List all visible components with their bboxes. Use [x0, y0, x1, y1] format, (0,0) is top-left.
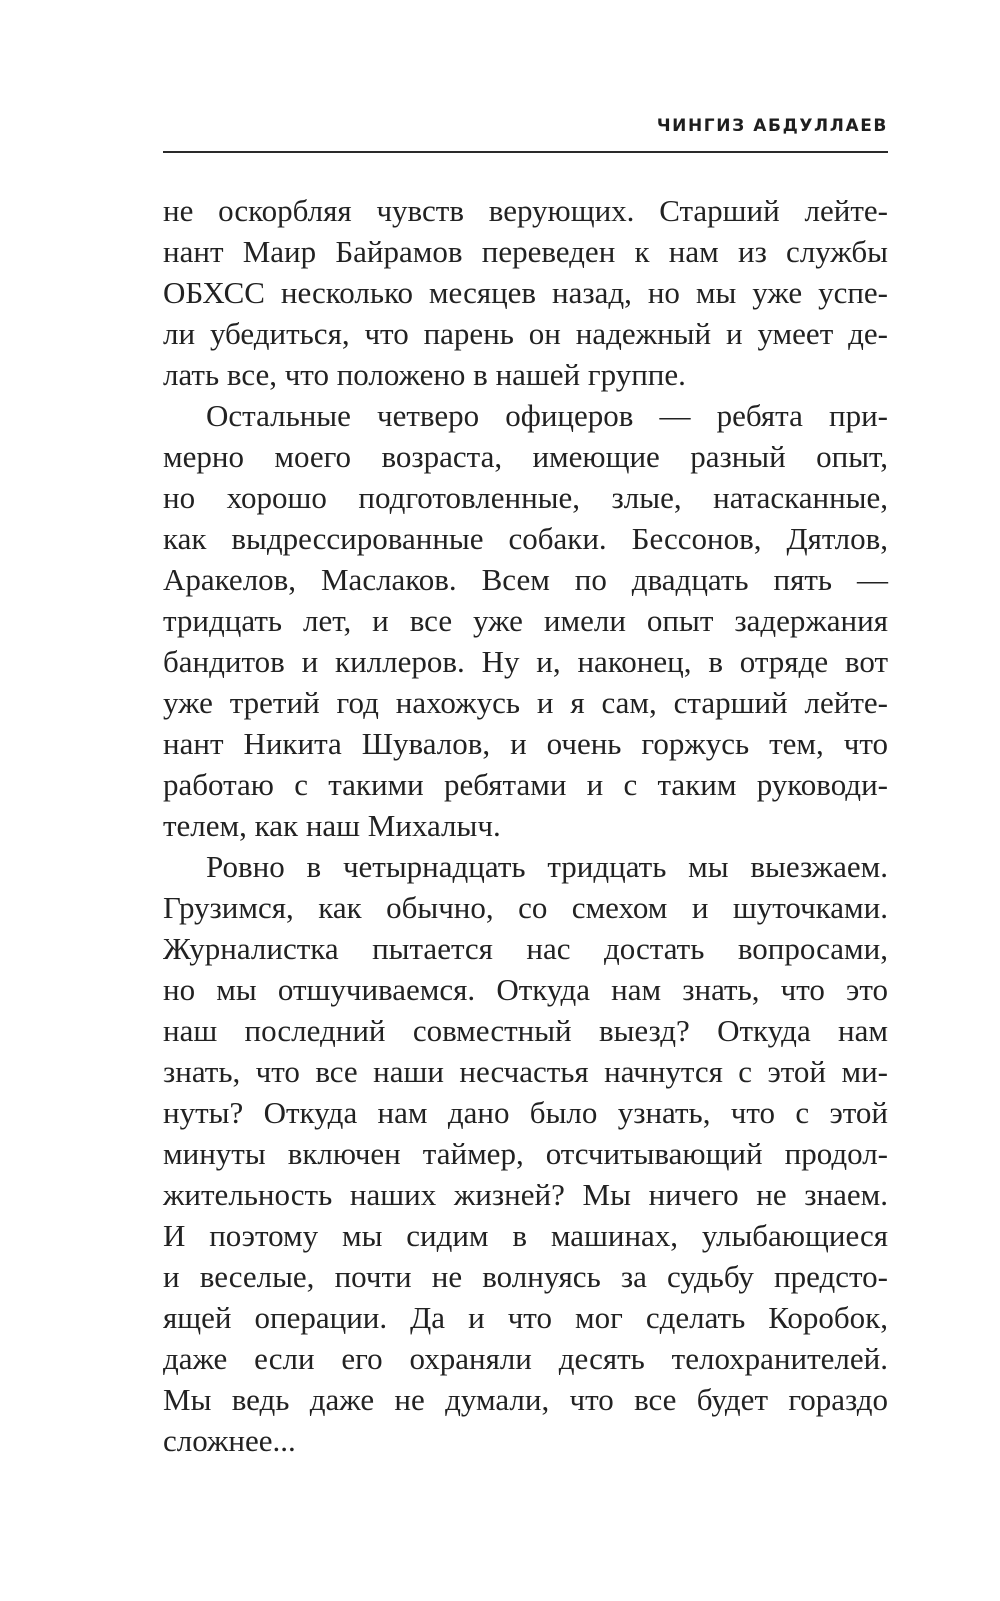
- text-line: ОБХСС несколько месяцев назад, но мы уже успе-: [163, 275, 888, 310]
- text-line: жительность наших жизней? Мы ничего не знаем.: [163, 1177, 888, 1212]
- text-line: сложнее...: [163, 1423, 296, 1458]
- text-line: Ровно в четырнадцать тридцать мы выезжаем.: [206, 849, 888, 884]
- text-line: как выдрессированные собаки. Бессонов, Дятлов,: [163, 521, 888, 556]
- text-line: но хорошо подготовленные, злые, натасканные,: [163, 480, 888, 515]
- text-line: наш последний совместный выезд? Откуда нам: [163, 1013, 888, 1048]
- text-line: бандитов и киллеров. Ну и, наконец, в отряде вот: [163, 644, 888, 679]
- text-line: тридцать лет, и все уже имели опыт задержания: [163, 603, 888, 638]
- text-line: работаю с такими ребятами и с таким руководи-: [163, 767, 888, 802]
- text-line: Журналистка пытается нас достать вопросами,: [163, 931, 888, 966]
- paragraph: [163, 395, 888, 846]
- text-line: нуты? Откуда нам дано было узнать, что с этой: [163, 1095, 888, 1130]
- text-line: Остальные четверо офицеров — ребята при-: [206, 398, 888, 433]
- text-line: лать все, что положено в нашей группе.: [163, 357, 686, 392]
- text-line: И поэтому мы сидим в машинах, улыбающиеся: [163, 1218, 888, 1253]
- text-line: и веселые, почти не волнуясь за судьбу предсто-: [163, 1259, 888, 1294]
- body-text: [163, 190, 888, 1461]
- header-rule: [163, 151, 888, 153]
- text-line: Грузимся, как обычно, со смехом и шуточками.: [163, 890, 888, 925]
- paragraph: [163, 846, 888, 1461]
- text-line: нант Никита Шувалов, и очень горжусь тем, что: [163, 726, 888, 761]
- text-line: минуты включен таймер, отсчитывающий продол-: [163, 1136, 888, 1171]
- text-line: ящей операции. Да и что мог сделать Коробок,: [163, 1300, 888, 1335]
- text-line: знать, что все наши несчастья начнутся с этой ми-: [163, 1054, 888, 1089]
- text-line: Аракелов, Маслаков. Всем по двадцать пять —: [163, 562, 888, 597]
- text-line: уже третий год нахожусь и я сам, старший лейте-: [163, 685, 888, 720]
- text-line: ли убедиться, что парень он надежный и умеет де-: [163, 316, 888, 351]
- text-line: мерно моего возраста, имеющие разный опыт,: [163, 439, 888, 474]
- text-line: нант Маир Байрамов переведен к нам из службы: [163, 234, 888, 269]
- text-line: телем, как наш Михалыч.: [163, 808, 501, 843]
- paragraph: [163, 190, 888, 395]
- text-line: но мы отшучиваемся. Откуда нам знать, что это: [163, 972, 888, 1007]
- text-line: не оскорбляя чувств верующих. Старший лейте-: [163, 193, 888, 228]
- running-head-author: ЧИНГИЗ АБДУЛЛАЕВ: [656, 116, 888, 136]
- text-line: даже если его охраняли десять телохранителей.: [163, 1341, 888, 1376]
- text-line: Мы ведь даже не думали, что все будет гораздо: [163, 1382, 888, 1417]
